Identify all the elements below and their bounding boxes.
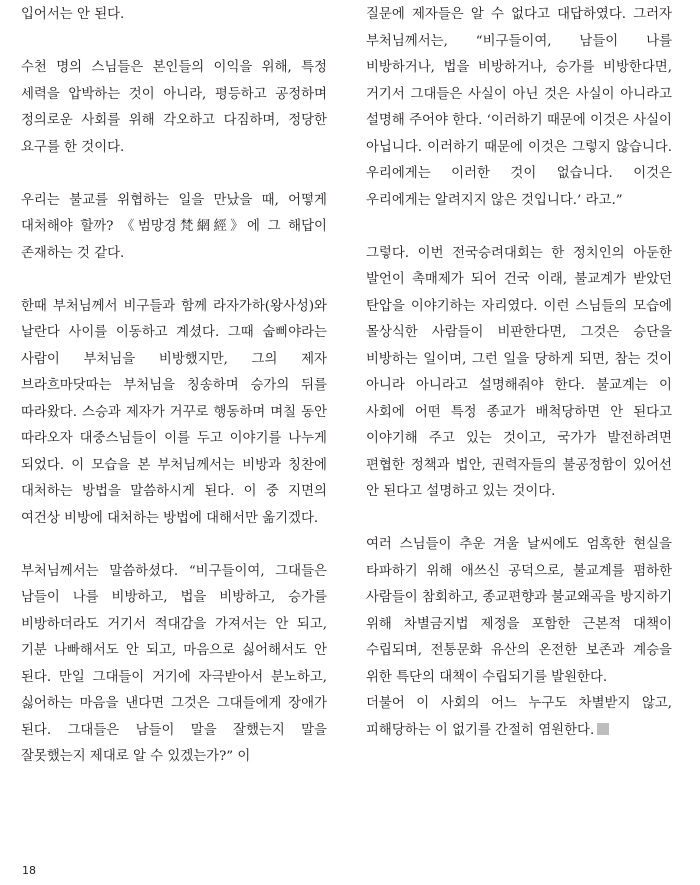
paragraph: 입어서는 안 된다. [21,7,125,22]
paragraph: 질문에 제자들은 알 수 없다고 대답하였다. 그러자 부처님께서는, “비구들이여, 남들이 나를 비방하거나, 법을 비방하거나, 승가를 비방한다면, 거기서 그대들은 사실이 아닌 것은 사실이 아니라고 설명해 주어야 한다. ‘이러하기 때문에 이것은 사실이 아닙니다. 이러하기 때문에 이것은 그렇지 않습니다. 우리에게는 이러한 것이 없습니다. 이것은 우리에게는 알려지지 않은 것입니다.’ 라고.” [366,7,672,208]
end-mark-icon [597,723,609,735]
paragraph: 여러 스님들이 추운 겨울 날씨에도 엄혹한 현실을 타파하기 위해 애쓰신 공덕으로, 불교계를 폄하한 사람들이 참회하고, 종교편향과 불교왜곡을 방지하기 위해 차별금지법 제정을 포함한 근본적 대책이 수립되며, 전통문화 유산의 온전한 보존과 계승을 위한 특단의 대책이 수립되기를 발원한다. [366,537,672,685]
left-column [21,2,327,797]
paragraph: 수천 명의 스님들은 본인들의 이익을 위해, 특정 세력을 압박하는 것이 아니라, 평등하고 공정하며 정의로운 사회를 위해 각오하고 다짐하며, 정당한 요구를 한 것이다. [21,60,327,155]
paragraph: 우리는 불교를 위협하는 일을 만났을 때, 어떻게 대처해야 할까? 《범망경梵網經》에 그 해답이 존재하는 것 같다. [21,192,327,261]
paragraph: 그렇다. 이번 전국승려대회는 한 정치인의 아둔한 발언이 촉매제가 되어 건국 이래, 불교계가 받았던 탄압을 이야기하는 자리였다. 이런 스님들의 모습에 몰상식한 사람들이 비판한다면, 그것은 승단을 비방하는 일이며, 그런 일을 당하게 되면, 참는 것이 아니라 아니라고 설명해줘야 한다. 불교계는 이 사회에 어떤 특정 종교가 배척당하면 안 된다고 이야기해 주고 있는 것이고, 국가가 발전하려면 편협한 정책과 법안, 권력자들의 불공정함이 있어선 안 된다고 설명하고 있는 것이다. [366,245,672,499]
page-number: 18 [22,864,36,877]
right-column [366,2,672,744]
closing-paragraph [366,691,672,744]
paragraph: 부처님께서는 말씀하셨다. “비구들이여, 그대들은 남들이 나를 비방하고, 법을 비방하고, 승가를 비방하더라도 거기서 적대감을 가져서는 안 되고, 기분 나빠해서도 안 되고, 마음으로 싫어해서도 안 된다. 만일 그대들이 거기에 자극받아서 분노하고, 싫어하는 마음을 낸다면 그것은 그대들에게 장애가 된다. 그대들은 남들이 말을 잘했는지 말을 잘못했는지 제대로 알 수 있겠는가?” 이 [21,563,327,764]
closing-text: 더불어 이 사회의 어느 누구도 차별받지 않고, 피해당하는 이 없기를 간절히 염원한다. [366,696,672,738]
paragraph: 한때 부처님께서 비구들과 함께 라자가하(왕사성)와 날란다 사이를 이동하고 계셨다. 그때 숩삐야라는 사람이 부처님을 비방했지만, 그의 제자 브라흐마닷따는 부처님을 칭송하며 승가의 뒤를 따라왔다. 스승과 제자가 거꾸로 행동하며 며칠 동안 따라오자 대중스님들이 이를 두고 이야기를 나누게 되었다. 이 모습을 본 부처님께서는 비방과 칭찬에 대처하는 방법을 말씀하시게 된다. 이 중 지면의 여건상 비방에 대처하는 방법에 대해서만 옮기겠다. [21,298,327,526]
